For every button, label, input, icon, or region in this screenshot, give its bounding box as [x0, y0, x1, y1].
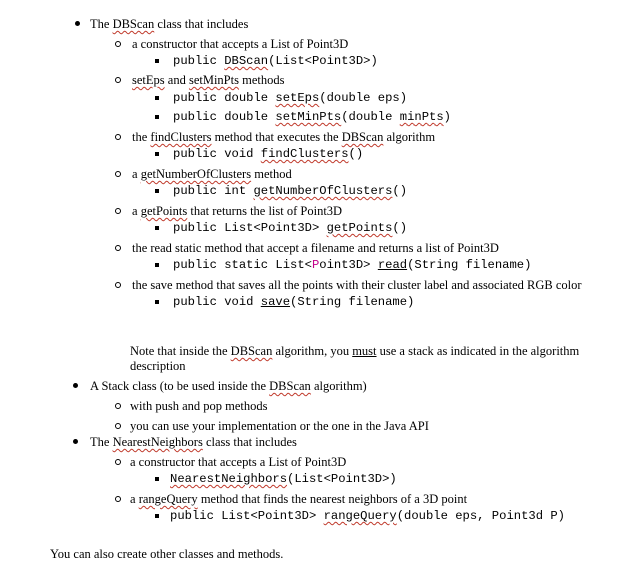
find-clusters-desc: the findClusters method that executes the DBScan algorithm	[132, 130, 436, 144]
num-clusters-code: public int getNumberOfClusters()	[173, 184, 408, 198]
read-desc: the read static method that accept a filename and returns a list of Point3D	[132, 241, 499, 255]
stack-push-pop: with push and pop methods	[130, 399, 268, 413]
bullet-square-icon	[155, 152, 159, 156]
bullet-circle-icon	[115, 208, 121, 214]
bullet-square-icon	[155, 514, 159, 518]
bullet-square-icon	[155, 96, 159, 100]
save-code: public void save(String filename)	[173, 295, 415, 309]
bullet-circle-icon	[115, 423, 121, 429]
range-query-desc: a rangeQuery method that finds the nearest neighbors of a 3D point	[130, 492, 468, 506]
bullet-circle-icon	[115, 245, 121, 251]
num-clusters-desc: a getNumberOfClusters method	[132, 167, 292, 181]
bullet-square-icon	[155, 59, 159, 63]
bullet-circle-icon	[115, 77, 121, 83]
note-line-2: description	[130, 359, 186, 373]
get-points-code: public List<Point3D> getPoints()	[173, 221, 408, 235]
save-desc: the save method that saves all the points with their cluster label and associated RGB color	[132, 278, 582, 292]
bullet-circle-icon	[115, 459, 121, 465]
nn-constructor-desc: a constructor that accepts a List of Point3D	[130, 455, 347, 469]
dbscan-constructor-code: public DBScan(List<Point3D>)	[173, 54, 378, 68]
stack-implementation: you can use your implementation or the one in the Java API	[130, 419, 429, 433]
read-code: public static List<Point3D> read(String filename)	[173, 258, 532, 272]
note-line-1: Note that inside the DBScan algorithm, you must use a stack as indicated in the algorithm	[130, 344, 580, 358]
bullet-dot-icon	[75, 21, 80, 26]
bullet-dot-icon	[73, 439, 78, 444]
bullet-circle-icon	[115, 134, 121, 140]
bullet-circle-icon	[115, 41, 121, 47]
bullet-circle-icon	[115, 403, 121, 409]
bullet-square-icon	[155, 226, 159, 230]
bullet-square-icon	[155, 477, 159, 481]
footer-text: You can also create other classes and methods.	[50, 547, 284, 561]
dbscan-constructor-desc: a constructor that accepts a List of Point3D	[132, 37, 349, 51]
find-clusters-code: public void findClusters()	[173, 147, 364, 161]
range-query-code: public List<Point3D> rangeQuery(double eps, Point3d P)	[170, 509, 565, 523]
bullet-circle-icon	[115, 496, 121, 502]
bullet-circle-icon	[115, 282, 121, 288]
nn-heading: The NearestNeighbors class that includes	[90, 435, 297, 449]
nn-constructor-code: NearestNeighbors(List<Point3D>)	[170, 472, 397, 486]
set-eps-code: public double setEps(double eps)	[173, 91, 408, 105]
bullet-dot-icon	[73, 383, 78, 388]
bullet-square-icon	[155, 115, 159, 119]
bullet-square-icon	[155, 263, 159, 267]
bullet-square-icon	[155, 189, 159, 193]
get-points-desc: a getPoints that returns the list of Point3D	[132, 204, 343, 218]
set-minpts-code: public double setMinPts(double minPts)	[173, 110, 451, 124]
bullet-square-icon	[155, 300, 159, 304]
stack-heading: A Stack class (to be used inside the DBScan algorithm)	[90, 379, 367, 393]
setters-desc: setEps and setMinPts methods	[132, 73, 285, 87]
dbscan-heading: The DBScan class that includes	[90, 17, 249, 31]
bullet-circle-icon	[115, 171, 121, 177]
